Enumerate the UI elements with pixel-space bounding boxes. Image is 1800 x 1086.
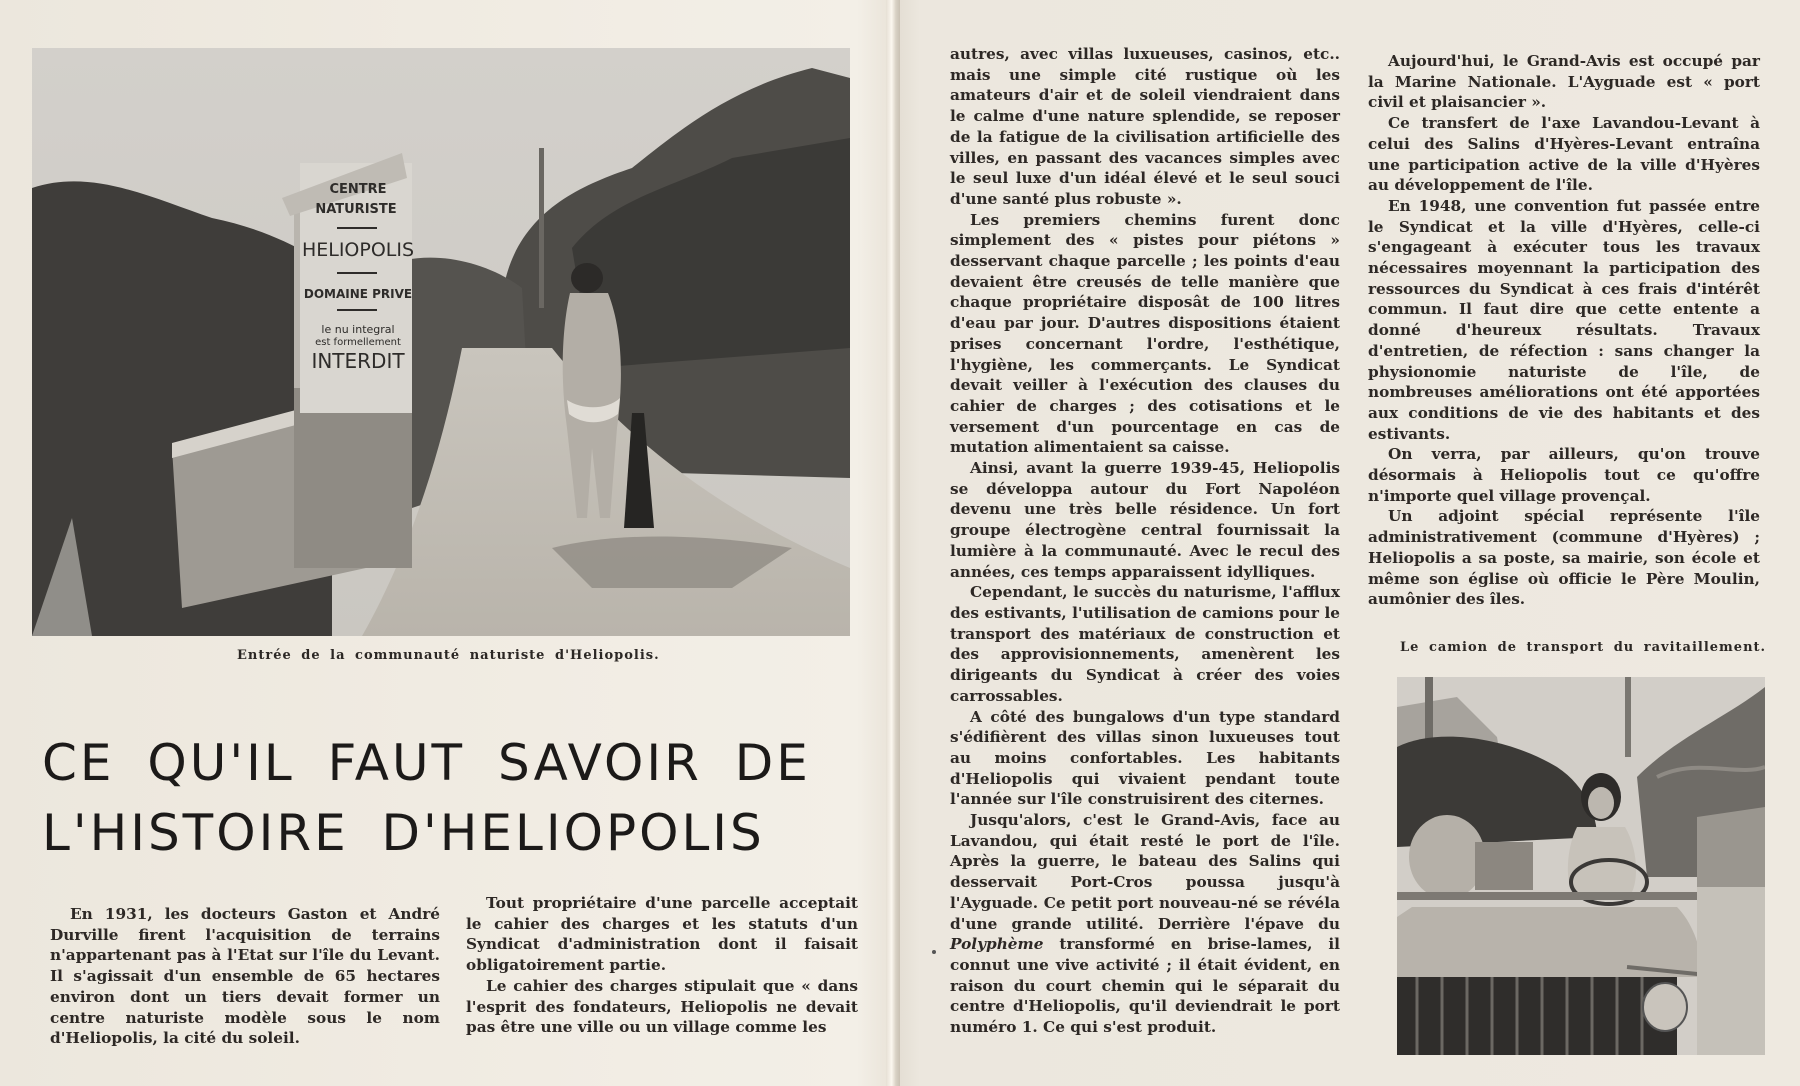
text-run: Jusqu'alors, c'est le Grand-Avis, face au Lavandou, qui était resté le port de l'île. Après la guerre, le bateau des Salins qui desservait Port-Cros poussa jusqu'à l'Ayguade. Ce petit port nouveau-né se révéla d'une grande utilité. Derrière l'épave du <box>950 811 1340 933</box>
sign-text-centre: CENTRE <box>329 182 387 197</box>
article-column-1 <box>50 904 440 1049</box>
paragraph: Un adjoint spécial représente l'île administrativement (commune d'Hyères) ; Heliopolis a sa poste, sa mairie, son école et même son église où officie le Père Moulin, aumônier des îles. <box>1368 507 1760 609</box>
paragraph-port <box>950 810 1340 1038</box>
paragraph: Aujourd'hui, le Grand-Avis est occupé par la Marine Nationale. L'Ayguade est « port civil et plaisancier ». <box>1368 52 1760 112</box>
headline-line-2: L'HISTOIRE D'HELIOPOLIS <box>42 804 765 862</box>
paragraph: En 1948, une convention fut passée entre le Syndicat et la ville d'Hyères, celle-ci s'engageant à exécuter tous les travaux nécessaires moyennant la participation des ressources du Syndicat à ces frais d'intérêt commun. Il faut dire que cette entente a donné d'heureux résultats. Travaux d'entretien, de réfection : sans changer la physionomie naturiste de l'île, de nombreuses améliorations ont été apportées aux conditions de vie des habitants et des estivants. <box>1368 196 1760 443</box>
photo-caption-entrance: Entrée de la communauté naturiste d'Heliopolis. <box>237 648 660 663</box>
paragraph: Ce transfert de l'axe Lavandou-Levant à celui des Salins d'Hyères-Levant entraîna une participation active de la ville d'Hyères au développement de l'île. <box>1368 114 1760 195</box>
paragraph: Cependant, le succès du naturisme, l'afflux des estivants, l'utilisation de camions pour le transport des matériaux de construction et des approvisionnements, amenèrent les dirigeants du Syndicat à créer des voies carrossables. <box>950 583 1340 705</box>
article-column-2 <box>466 893 858 1038</box>
paragraph: A côté des bungalows d'un type standard s'édifièrent des villas sinon luxueuses tout au moins confortables. Les habitants d'Heliopolis qui vivaient pendant toute l'année sur l'île construisirent des citernes. <box>950 707 1340 809</box>
article-column-4 <box>1368 51 1760 610</box>
photo-supply-truck <box>1397 677 1765 1055</box>
article-column-3 <box>950 44 1340 1038</box>
sign-text-formellement: est formellement <box>315 337 401 348</box>
sign-text-naturiste: NATURISTE <box>315 202 397 217</box>
photo-truck-illustration <box>1397 677 1765 1055</box>
photo-entrance-illustration <box>32 48 850 636</box>
sign-text-domaine-prive: DOMAINE PRIVE <box>303 287 413 301</box>
photo-caption-truck: Le camion de transport du ravitaillement. <box>1400 640 1767 655</box>
photo-heliopolis-entrance <box>32 48 850 636</box>
sign-text-interdit: INTERDIT <box>311 349 405 373</box>
sign-text-nu-integral: le nu integral <box>321 323 395 336</box>
sign-text-heliopolis: HELIOPOLIS <box>301 239 415 261</box>
paragraph-continuation: autres, avec villas luxueuses, casinos, etc.. mais une simple cité rustique où les amateurs d'air et de soleil viendraient dans le calme d'une nature splendide, se reposer de la fatigue de la civilisation artificielle des villes, en passant des vacances simples avec le seul luxe d'un idéal élevé et le seul souci d'une santé plus robuste ». <box>950 45 1340 208</box>
paragraph: En 1931, les docteurs Gaston et André Durville firent l'acquisition de terrains n'appartenant pas à l'Etat sur l'île du Levant. Il s'agissait d'un ensemble de 65 hectares environ dont un tiers devait former un centre naturiste modèle sous le nom d'Heliopolis, la cité du soleil. <box>50 905 440 1048</box>
paragraph: Ainsi, avant la guerre 1939-45, Heliopolis se développa autour du Fort Napoléon devenu une très belle résidence. Un fort groupe électrogène central fournissait la lumière à la communauté. Avec le recul des années, ces temps apparaissent idylliques. <box>950 459 1340 581</box>
paragraph: Tout propriétaire d'une parcelle acceptait le cahier des charges et les statuts d'un Syndicat d'administration dont il faisait obligatoirement partie. <box>466 894 858 975</box>
book-gutter <box>886 0 900 1086</box>
text-run: transformé en brise-lames, il connut une vive activité ; il était évident, en raison du court chemin qui le séparait du centre d'Heliopolis, qu'il deviendrait le port numéro 1. Ce qui s'est produit. <box>950 935 1340 1037</box>
article-headline <box>42 728 811 868</box>
paragraph: Le cahier des charges stipulait que « dans l'esprit des fondateurs, Heliopolis ne devait pas être une ville ou un village comme les <box>466 976 858 1037</box>
paragraph: Les premiers chemins furent donc simplement des « pistes pour piétons » desservant chaque parcelle ; les points d'eau devaient être creusés de telle manière que chaque propriétaire disposât de 100 litres d'eau par jour. D'autres dispositions étaient prises concernant l'ordre, l'esthétique, l'hygiène, les commerçants. Le Syndicat devait veiller à l'exécution des clauses du cahier de charges ; des cotisations et le versement d'un pourcentage en cas de mutation alimentaient sa caisse. <box>950 210 1340 457</box>
paragraph: On verra, par ailleurs, qu'on trouve désormais à Heliopolis tout ce qu'offre n'importe quel village provençal. <box>1368 445 1760 505</box>
headline-line-1: CE QU'IL FAUT SAVOIR DE <box>42 734 811 792</box>
ship-name: Polyphème <box>950 935 1044 954</box>
print-speck <box>932 950 936 954</box>
